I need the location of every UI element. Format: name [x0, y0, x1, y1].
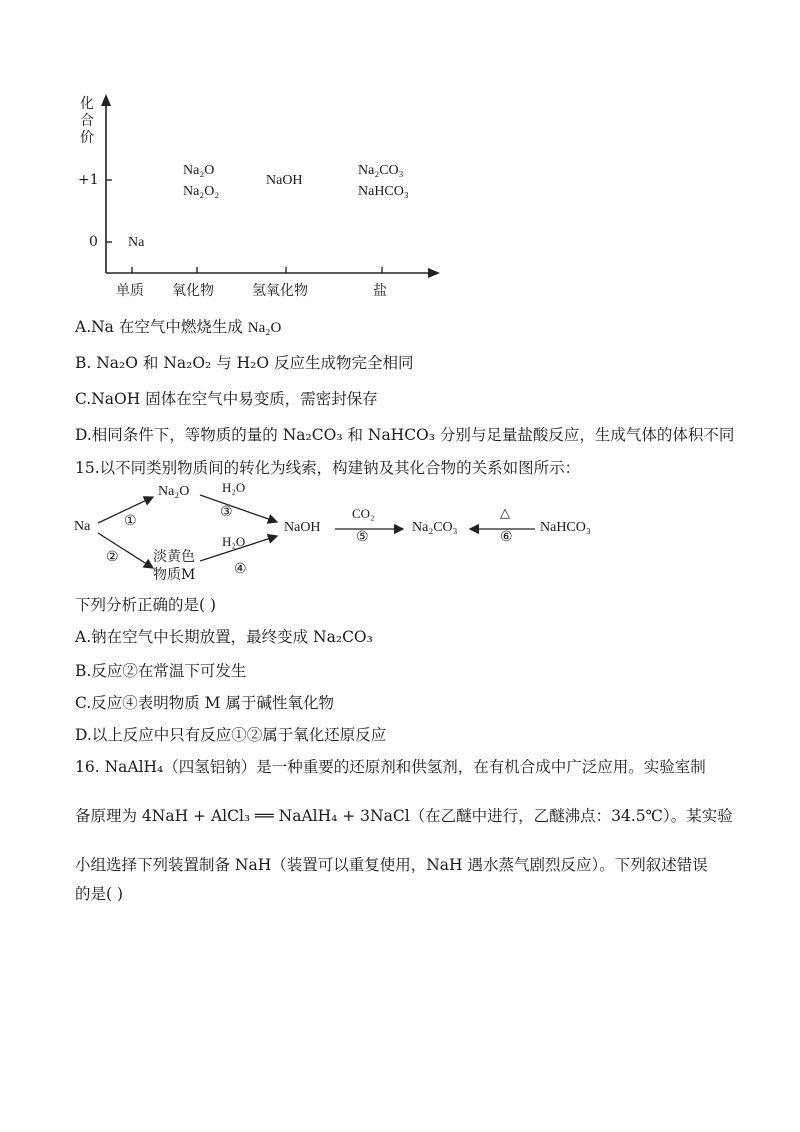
label-h2o-bottom: H₂O — [222, 534, 246, 549]
label-r4: ④ — [234, 561, 247, 577]
q15-option-c: C.反应④表明物质 M 属于碱性氧化物 — [75, 694, 334, 712]
label-co2: CO₂ — [352, 506, 375, 521]
label-heat: △ — [500, 506, 510, 521]
cell-na2o2: Na₂O₂ — [183, 184, 220, 199]
x-cat-single: 单质 — [116, 283, 144, 299]
node-nahco3: NaHCO₃ — [540, 520, 591, 535]
node-na2o: Na₂O — [158, 484, 190, 499]
cell-naoh: NaOH — [266, 173, 303, 188]
cell-na: Na — [128, 235, 145, 250]
q14-option-a — [75, 315, 281, 337]
y-axis-arrow — [101, 94, 111, 106]
q16-line1: 16. NaAlH₄（四氢铝钠）是一种重要的还原剂和供氢剂，在有机合成中广泛应用。实验室制 — [75, 758, 706, 776]
q14-option-a-chem: Na₂O — [247, 320, 282, 336]
node-naoh: NaOH — [284, 520, 321, 535]
node-na: Na — [74, 519, 91, 534]
q16-line3: 小组选择下列装置制备 NaH（装置可以重复使用，NaH 遇水蒸气剧烈反应）。下列叙述错误 — [75, 856, 708, 874]
label-r1: ① — [124, 513, 137, 529]
label-r3: ③ — [220, 504, 233, 520]
q15-stem: 15.以不同类别物质间的转化为线索，构建钠及其化合物的关系如图所示： — [75, 459, 581, 477]
label-h2o-top: H₂O — [222, 480, 246, 495]
q15-option-b: B.反应②在常温下可发生 — [75, 662, 247, 680]
x-cat-hydroxide: 氢氧化物 — [252, 283, 308, 299]
q16-line4: 的是( ) — [75, 885, 124, 903]
y-tick-label-zero: 0 — [89, 234, 98, 250]
q14-option-a-text: A.Na 在空气中燃烧生成 — [75, 318, 248, 336]
cell-na2o: Na₂O — [183, 163, 215, 178]
arrow-3 — [200, 495, 277, 522]
y-label-char: 合 — [80, 113, 94, 129]
node-m-line2: 物质M — [153, 567, 196, 583]
y-label-char: 化 — [80, 96, 94, 112]
q15-question: 下列分析正确的是( ) — [75, 596, 217, 614]
node-m-line1: 淡黄色 — [153, 549, 195, 565]
label-r5: ⑤ — [356, 529, 369, 545]
y-label-char: 价 — [80, 130, 94, 146]
x-axis-arrow — [428, 268, 440, 278]
q15-reaction-diagram — [70, 478, 610, 588]
x-cat-salt: 盐 — [373, 283, 387, 299]
q15-option-d: D.以上反应中只有反应①②属于氧化还原反应 — [75, 726, 387, 744]
x-cat-oxide: 氧化物 — [172, 283, 214, 299]
y-tick-label-plus1: +1 — [78, 172, 99, 188]
y-axis-label — [80, 96, 94, 147]
label-r2: ② — [106, 549, 119, 565]
q14-option-c: C.NaOH 固体在空气中易变质，需密封保存 — [75, 390, 378, 408]
q15-option-a: A.钠在空气中长期放置，最终变成 Na₂CO₃ — [75, 628, 373, 646]
label-r6: ⑥ — [500, 529, 513, 545]
q14-option-d: D.相同条件下，等物质的量的 Na₂CO₃ 和 NaHCO₃ 分别与足量盐酸反应，生成气体的体积不同 — [75, 426, 735, 444]
cell-na2co3: Na₂CO₃ — [358, 163, 404, 178]
cell-nahco3: NaHCO₃ — [358, 184, 409, 199]
q16-line2: 备原理为 4NaH + AlCl₃ ══ NaAlH₄ + 3NaCl（在乙醚中进行，乙醚沸点：34.5℃）。某实验 — [75, 807, 733, 825]
node-na2co3: Na₂CO₃ — [412, 520, 458, 535]
q14-option-b: B. Na₂O 和 Na₂O₂ 与 H₂O 反应生成物完全相同 — [75, 354, 414, 372]
